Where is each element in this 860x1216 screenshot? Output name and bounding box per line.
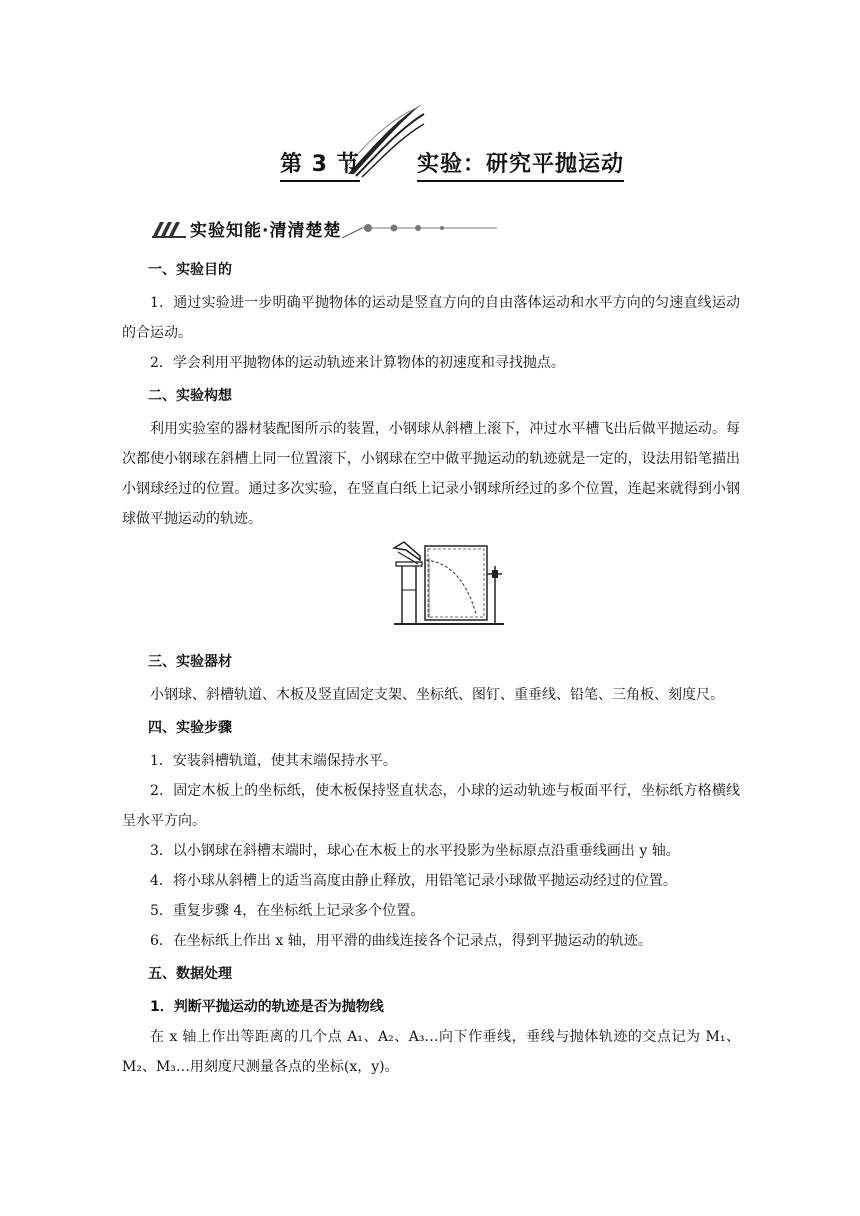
section-heading: 四、实验步骤 [148, 720, 232, 736]
section-heading: 三、实验器材 [148, 654, 232, 670]
banner-label: 实验知能·清清楚楚 [190, 221, 342, 241]
paragraph: 利用实验室的器材装配图所示的装置，小钢球从斜槽上滚下，冲过水平槽飞出后做平抛运动。每次都使小钢球在斜槽上同一位置滚下，小钢球在空中做平抛运动的轨迹就是一定的，设法用铅笔描出小钢球经过的位置。通过多次实验，在竖直白纸上记录小钢球所经过的多个位置，连起来就得到小钢球做平抛运动的轨迹。 [122, 421, 740, 527]
paragraph: 1．通过实验进一步明确平抛物体的运动是竖直方向的自由落体运动和水平方向的匀速直线运动的合运动。 [122, 295, 740, 341]
section-number: 第 3 节 [280, 147, 360, 182]
step-item: 1．安装斜槽轨道，使其末端保持水平。 [150, 753, 397, 769]
step-item: 4．将小球从斜槽上的适当高度由静止释放，用铅笔记录小球做平抛运动经过的位置。 [150, 873, 677, 889]
paragraph: 在 x 轴上作出等距离的几个点 A₁、A₂、A₃…向下作垂线，垂线与抛体轨迹的交点记为 M₁、M₂、M₃…用刻度尺测量各点的坐标(x，y)。 [122, 1029, 740, 1075]
step-item: 2．固定木板上的坐标纸，使木板保持竖直状态，小球的运动轨迹与板面平行，坐标纸方格横线呈水平方向。 [122, 783, 740, 829]
section-heading: 一、实验目的 [148, 262, 232, 278]
page-title: 实验：研究平抛运动 [417, 147, 624, 182]
dotted-line-decoration-icon [342, 214, 502, 244]
step-item: 5．重复步骤 4，在坐标纸上记录多个位置。 [150, 903, 425, 919]
section-heading: 五、数据处理 [148, 966, 232, 982]
subheading [122, 992, 740, 1022]
apparatus-figure [122, 540, 740, 640]
section-banner [152, 214, 502, 244]
step-item: 3．以小钢球在斜槽末端时，球心在木板上的水平投影为坐标原点沿重垂线画出 y 轴。 [150, 843, 680, 859]
chapter-title [0, 100, 860, 190]
stripes-icon [152, 220, 186, 238]
document-body [122, 258, 740, 1082]
step-item: 6．在坐标纸上作出 x 轴，用平滑的曲线连接各个记录点，得到平抛运动的轨迹。 [150, 933, 652, 949]
subheading-text: 1．判断平抛运动的轨迹是否为抛物线 [150, 999, 384, 1015]
paragraph: 小钢球、斜槽轨道、木板及竖直固定支架、坐标纸、图钉、重垂线、铅笔、三角板、刻度尺。 [150, 687, 724, 703]
projectile-apparatus-diagram [392, 540, 507, 635]
paragraph: 2．学会利用平抛物体的运动轨迹来计算物体的初速度和寻找抛点。 [150, 355, 565, 371]
section-heading: 二、实验构想 [148, 388, 232, 404]
